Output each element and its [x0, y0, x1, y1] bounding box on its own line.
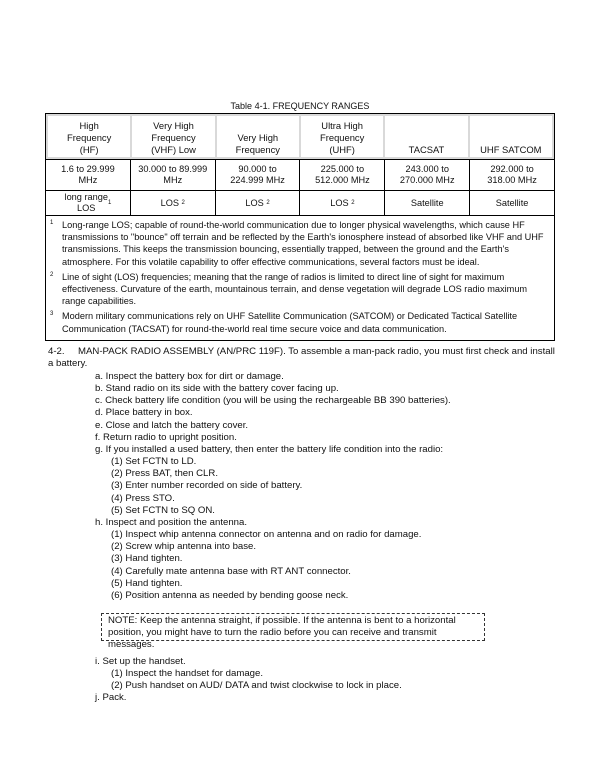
header-tacsat: TACSAT: [385, 116, 467, 157]
header-uhf: Ultra High Frequency (UHF): [301, 116, 383, 157]
header-hf: High Frequency (HF): [48, 116, 130, 157]
header-uhf-satcom: UHF SATCOM: [470, 116, 552, 157]
substep-item: (5) Hand tighten.: [111, 577, 183, 589]
substep-item: (6) Position antenna as needed by bending goose neck.: [111, 589, 349, 601]
substep-item: (1) Inspect whip antenna connector on antenna and on radio for damage.: [111, 529, 422, 541]
table-cell: 292.000 to 318.00 MHz: [487, 164, 537, 185]
cell-text: LOS: [245, 197, 264, 208]
substep-item: (1) Inspect the handset for damage.: [111, 668, 263, 680]
footnote-text: Long-range LOS; capable of round-the-world communication due to longer physical wavelengths, which cause HF transmissions to "bounce" off terrain and be reflected by the Earth's ionosphere instead of absorbed like VHF and UHF transmissions. This keeps the transmission bouncing, essentially trapped, between the ground and the Earth's atmosphere. For this volatile capability to offer effective communications, several factors must be ideal.: [62, 220, 544, 267]
step-item: d. Place battery in box.: [95, 407, 193, 419]
step-item: c. Check battery life condition (you will be using the rechargeable BB 390 batteries).: [95, 395, 451, 407]
table-cell: 30.000 to 89.999 MHz: [131, 160, 216, 190]
section-text: MAN-PACK RADIO ASSEMBLY (AN/PRC 119F). To assemble a man-pack radio, you must first check and install a battery.: [48, 346, 555, 370]
step-item: e. Close and latch the battery cover.: [95, 419, 249, 431]
substep-item: (2) Press BAT, then CLR.: [111, 468, 218, 480]
footnote-ref: 2: [266, 199, 270, 206]
table-cell: [131, 191, 216, 215]
substep-item: (5) Set FCTN to SQ ON.: [111, 504, 215, 516]
step-list-continued: [95, 656, 545, 705]
substep-item: (4) Carefully mate antenna base with RT ANT connector.: [111, 565, 351, 577]
footnote-ref: 1: [107, 199, 112, 206]
substep-item: (2) Screw whip antenna into base.: [111, 541, 257, 553]
table-row: [46, 191, 554, 216]
footnote-ref: 2: [181, 199, 185, 206]
substep-item: (4) Press STO.: [111, 492, 175, 504]
footnote-number: 2: [50, 271, 54, 278]
cell-text: LOS: [160, 197, 179, 208]
table-row: [46, 160, 554, 191]
step-item: f. Return radio to upright position.: [95, 431, 237, 443]
footnote-text: Modern military communications rely on UHF Satellite Communication (SATCOM) or Dedicated Tactical Satellite Communication (TACSAT) for round-the-world real time secure voice and data communication.: [62, 311, 518, 334]
frequency-table: [45, 113, 555, 341]
step-item: g. If you installed a used battery, then enter the battery life condition into the radio:: [95, 443, 444, 455]
step-item: a. Inspect the battery box for dirt or damage.: [95, 371, 284, 382]
footnote: [50, 310, 548, 334]
footnote-number: 1: [50, 220, 54, 226]
footnote-number: 3: [50, 311, 54, 318]
substep-item: (1) Set FCTN to LD.: [111, 456, 197, 468]
step-item: h. Inspect and position the antenna.: [95, 516, 248, 528]
footnote: [50, 219, 548, 268]
step-list: [95, 371, 545, 602]
table-cell: 243.000 to 270.000 MHz: [385, 160, 470, 190]
table-cell: 90.000 to 224.999 MHz: [216, 160, 301, 190]
section-paragraph: [48, 346, 556, 371]
table-cell: [46, 191, 131, 215]
header-vhf: Very High Frequency: [217, 116, 299, 157]
note-box: NOTE: Keep the antenna straight, if possible. If the antenna is bent to a horizontal position, you might have to turn the radio before you can receive and transmit messages.: [101, 613, 485, 641]
table-cell: Satellite: [385, 191, 470, 215]
substep-item: (2) Push handset on AUD/ DATA and twist clockwise to lock in place.: [111, 680, 402, 692]
step-item: b. Stand radio on its side with the battery cover facing up.: [95, 383, 339, 395]
substep-item: (3) Enter number recorded on side of battery.: [111, 480, 303, 492]
table-cell: 1.6 to 29.999 MHz: [46, 160, 131, 190]
table-footnotes: [46, 216, 554, 340]
step-item: i. Set up the handset.: [95, 656, 186, 667]
table-header-row: [46, 114, 554, 160]
header-vhf-low: Very High Frequency (VHF) Low: [132, 116, 214, 157]
cell-text: LOS: [330, 197, 349, 208]
table-caption: Table 4-1. FREQUENCY RANGES: [230, 101, 370, 111]
table-cell: Satellite: [495, 197, 529, 208]
section-number: 4-2.: [48, 346, 65, 357]
table-cell: [300, 191, 385, 215]
footnote-ref: 2: [351, 199, 355, 206]
footnote-text: Line of sight (LOS) frequencies; meaning that the range of radios is limited to direct line of sight for maximum effectiveness. Curvature of the earth, mountainous terrain, and dense vegetation will degrade LOS radio maximum range capabilities.: [62, 271, 528, 307]
footnote: [50, 271, 548, 308]
step-item: j. Pack.: [95, 692, 127, 704]
table-cell: [216, 191, 301, 215]
substep-item: (3) Hand tighten.: [111, 553, 183, 565]
cell-text: long range LOS: [64, 192, 108, 213]
table-cell: 225.000 to 512.000 MHz: [300, 160, 385, 190]
